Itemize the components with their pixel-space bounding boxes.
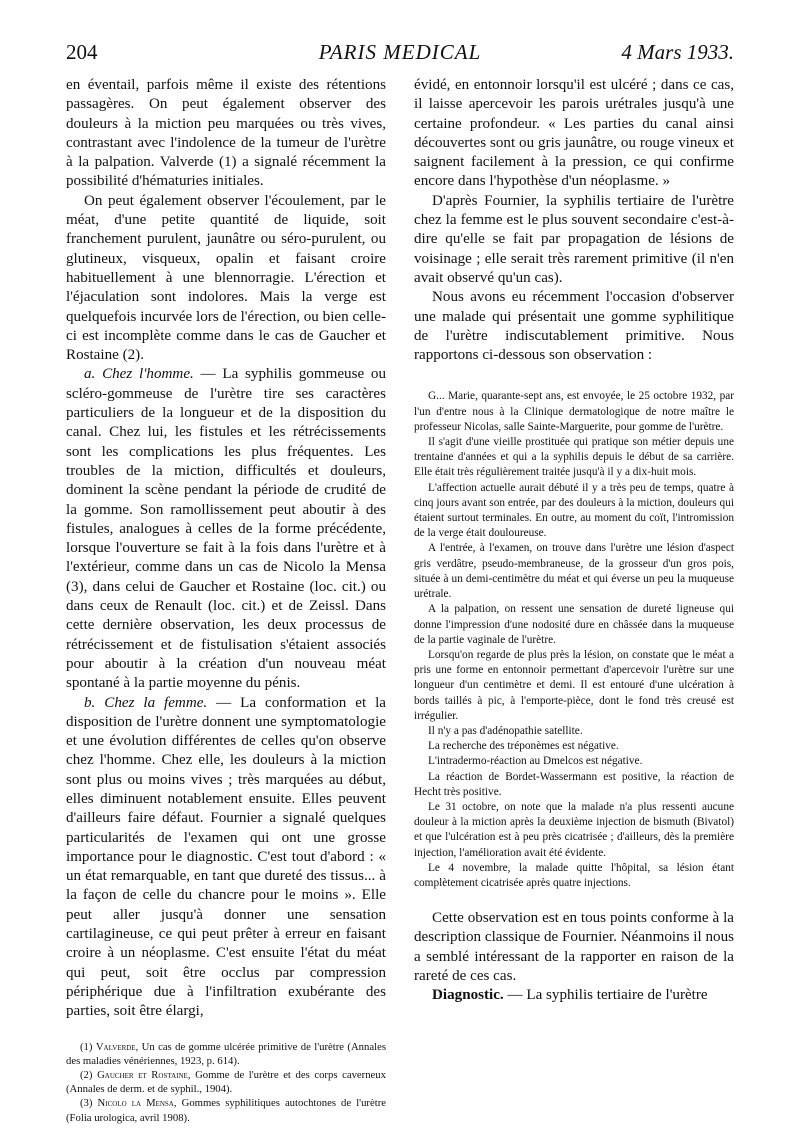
left-column — [66, 76, 386, 1125]
page-header — [66, 40, 734, 70]
observation-paragraph: A la palpation, on ressent une sensation de dureté ligneuse qui donne l'impression d'une nodosité dure en châssée dans la muqueuse de la partie vaginale de l'urètre. — [414, 603, 734, 646]
observation-paragraph: Lorsqu'on regarde de plus près la lésion, on constate que le méat a pris une forme en entonnoir permettant d'apercevoir l'urètre sur une longueur d'un centimètre et demi. Il est entouré d'une ulcération à bords taillés à pic, à l'emporte-pièce, dont le fond très creusé est irrégulier. — [414, 648, 734, 722]
footnote: (3) Nicolo la Mensa, Gommes syphilitiques autochtones de l'urètre (Folia urologica, avril 1908). — [66, 1097, 387, 1124]
observation-paragraph: L'affection actuelle aurait débuté il y a très peu de temps, quatre à cinq jours avant son entrée, par des douleurs à la miction, douleurs qui étaient surtout terminales. En outre, au moment du coït, l'intromission de la verge était douloureuse. — [414, 481, 734, 540]
paragraph: On peut également observer l'écoulement, par le méat, d'une petite quantité de liquide, soit franchement purulent, jaunâtre ou séro-purulent, ou glutineux, visqueux, opalin et faisant croire habituellement à une blennorragie. L'érection et l'éjaculation sont indolores. Mais la verge est quelquefois incurvée lors de l'érection, ou bien celle-ci est incomplète comme dans le cas de Gaucher et Rostaine (2). — [66, 192, 386, 364]
footnote: (2) Gaucher et Rostaine, Gomme de l'urètre et des corps caverneux (Annales de derm. et de syphil., 1904). — [66, 1068, 386, 1096]
paragraph-chez-femme: b. Chez la femme. — La conformation et la disposition de l'urètre donnent une symptomatologie et une évolution différentes de celles qu'on observe chez l'homme. Chez elle, les douleurs à la miction sont plus ou moins vives ; très marquées au début, elles diminuent notablement ensuite. Elles peuvent d'ailleurs faire défaut. Fournier a signalé quelques particularités de l'examen qui ont une grosse importance pour le diagnostic. C'est tout d'abord : « un état remarquable, en tant que dureté des tissus... à la façon de celle du chancre pour le moins ». Elle peut aller jusqu'à donner une sensation cartilagineuse, ce qui peut prêter à erreur en faisant croire à un néoplasme. C'est ensuite l'état du méat qui peut, soit être occlus par compression périphérique due à l'infiltration exubérante des parties, soit être élargi, — [66, 694, 386, 1020]
subheading: b. Chez la femme. — [84, 694, 208, 711]
paragraph: D'après Fournier, la syphilis tertiaire de l'urètre chez la femme est le plus souvent secondaire c'est-à-dire qu'elle se fait par propagation de lésions de voisinage ; elle serait très rarement primitive (il n'en avait observé qu'un cas). — [414, 192, 734, 286]
observation-paragraph: Il n'y a pas d'adénopathie satellite. — [428, 724, 583, 737]
subheading: a. Chez l'homme. — [84, 366, 194, 383]
paragraph: Nous avons eu récemment l'occasion d'observer une malade qui présentait une gomme syphilitique de l'urètre indiscutablement primitive. Nous rapportons ci-dessous son observation : — [414, 289, 734, 364]
paragraph: Cette observation est en tous points conforme à la description classique de Fournier. Néanmoins il nous a semblé intéressant de la rapporter en raison de la rareté de ces cas. — [414, 910, 734, 985]
observation-paragraph: L'intradermo-réaction au Dmelcos est négative. — [428, 755, 643, 768]
issue-date: 4 Mars 1933. — [621, 40, 734, 64]
observation-paragraph: Le 4 novembre, la malade quitte l'hôpital, sa lésion étant complètement cicatrisée après quatre injections. — [414, 861, 734, 889]
paragraph: évidé, en entonnoir lorsqu'il est ulcéré ; dans ce cas, il laisse apercevoir les parois urétrales jusqu'à une certaine profondeur. « Les parties du canal ainsi découvertes sont ou gris jaunâtre, ou rouge vineux et saignent facilement à la pression, ce qui confirme encore dans l'hypothèse d'un néoplasme. » — [414, 77, 734, 190]
journal-title: PARIS MEDICAL — [318, 40, 482, 64]
paragraph: en éventail, parfois même il existe des rétentions passagères. On peut également observer des douleurs à la miction peu marquées ou très vives, contrastant avec l'indolence de la tumeur de l'urètre à la palpation. Valverde (1) a signalé récemment la possibilité d'hématuries initiales. — [66, 77, 386, 190]
observation-paragraph: Il s'agit d'une vieille prostituée qui pratique son métier depuis une trentaine d'années et qui a la syphilis depuis le début de sa carrière. Elle était très régulièrement traitée jusqu'à il y a dix-huit mois. — [414, 436, 734, 479]
case-observation — [414, 389, 734, 891]
observation-paragraph: A l'entrée, à l'examen, on trouve dans l'urètre une lésion d'aspect gris verdâtre, pseudo-membraneuse, de la grosseur d'un gros pois, située à un demi-centimètre du méat et qui éverse un peu la muqueuse urétrale. — [414, 542, 734, 601]
footnote: (1) Valverde, Un cas de gomme ulcérée primitive de l'urètre (Annales des maladies vénériennes, 1923, p. 614). — [66, 1040, 386, 1067]
paragraph-chez-homme: a. Chez l'homme. — La syphilis gommeuse ou scléro-gommeuse de l'urètre tire ses caractères particuliers de la longueur et de la disposition du canal. Chez lui, les fistules et les rétrécissements sont les complications les plus fréquentes. Les troubles de la miction, difficultés et douleurs, dominent la scène pendant la période de crudité de la gomme. Son ramollissement peut aboutir à des fistules, analogues à celles de la forme précédente, lorsque l'ouverture se fait à la fois dans l'urètre et à l'extérieur, comme dans un cas de Nicolo la Mensa (3), dans celui de Gaucher et Rostaine (loc. cit.) ou dans ceux de Renault (loc. cit.) et de Zeissl. Dans cette dernière observation, les deux processus de rétrécissement et de fistulisation s'étaient associés pour aboutir à la création d'un nouveau méat spontané à la partie moyenne du pénis. — [66, 366, 386, 692]
footnotes — [66, 1040, 386, 1125]
observation-paragraph: G... Marie, quarante-sept ans, est envoyée, le 25 octobre 1932, par l'un d'entre nous à la Clinique dermatologique de notre maître le professeur Nicolas, salle Sainte-Marguerite, pour gomme de l'urètre. — [414, 390, 734, 433]
paragraph-diagnostic: Diagnostic. — La syphilis tertiaire de l'urètre — [432, 987, 708, 1004]
observation-paragraph: La réaction de Bordet-Wassermann est positive, la réaction de Hecht très positive. — [414, 770, 734, 798]
page-number: 204 — [66, 40, 98, 64]
right-column — [414, 76, 734, 1006]
observation-paragraph: La recherche des tréponèmes est négative. — [428, 740, 619, 753]
observation-paragraph: Le 31 octobre, on note que la malade n'a plus ressenti aucune douleur à la miction après la deuxième injection de bismuth (Bivatol) et que l'ulcération est à peu près cicatrisée ; d'ailleurs, dès la première injection, l'amélioration avait été évidente. — [414, 800, 734, 859]
section-heading: Diagnostic. — [432, 987, 504, 1004]
